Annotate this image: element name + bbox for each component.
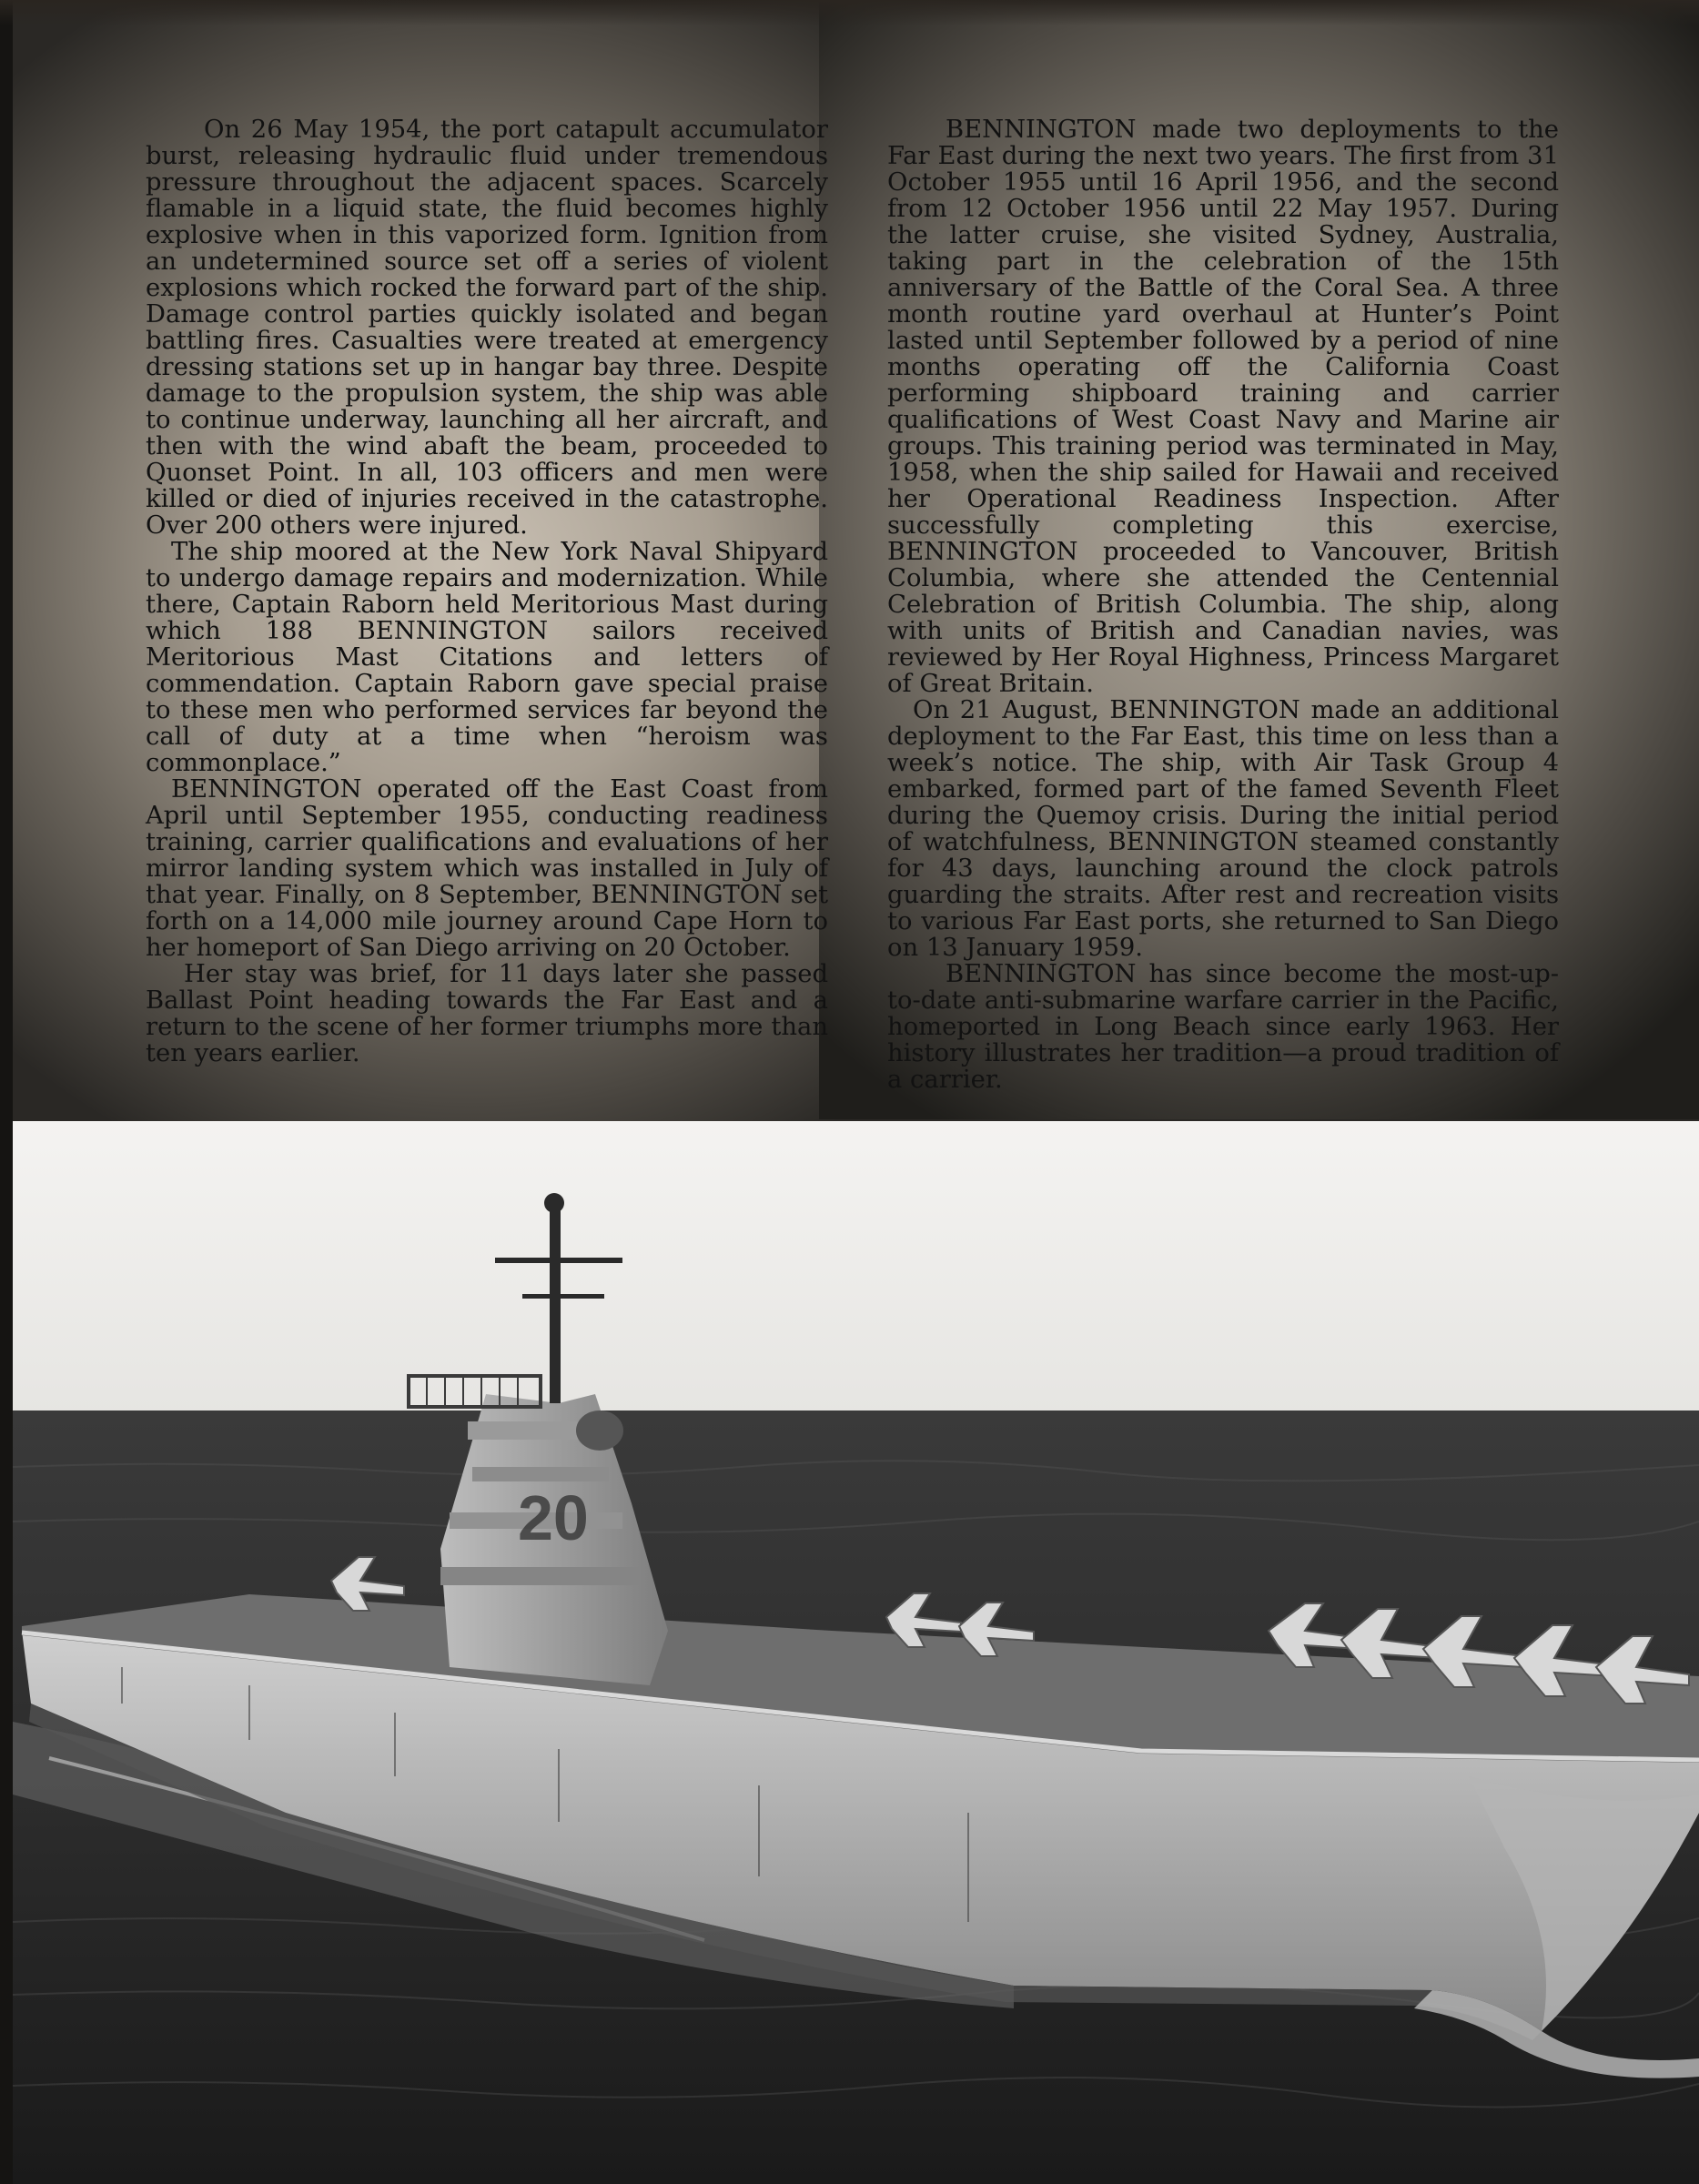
page-edge [0, 0, 13, 2184]
paragraph: BENNINGTON operated off the East Coast from April until September 1955, conducting readiness training, carrier qualifications and evaluations of her mirror landing system which was installed in July of that year. Finally, on 8 September, BENNINGTON set forth on a 14,000 mile journey around Cape Horn to her homeport of San Diego arriving on 20 October. [146, 775, 828, 962]
aircraft-carrier-photo [13, 1121, 1699, 2184]
paragraph: BENNINGTON has since become the most-up-to-date anti-submarine warfare carrier in the Pacific, homeported in Long Beach since early 1963. Her history illustrates her tradition—a proud tradition of a carrier. [887, 960, 1559, 1094]
paragraph: The ship moored at the New York Naval Shipyard to undergo damage repairs and modernization. While there, Captain Raborn held Meritorious Mast during which 188 BENNINGTON sailors received Meritorious Mast Citations and letters of commendation. Captain Raborn gave special praise to these men who performed services far beyond the call of duty at a time when “heroism was commonplace.” [146, 538, 828, 777]
right-text-column [887, 116, 1559, 1093]
sky [13, 1121, 1699, 1414]
mast [550, 1208, 561, 1403]
hull-number: 20 [518, 1482, 589, 1553]
page-top-edge [0, 0, 1699, 25]
paragraph: On 21 August, BENNINGTON made an additional deployment to the Far East, this time on less than a week’s notice. The ship, with Air Task Group 4 embarked, formed part of the famed Seventh Fleet during the Quemoy crisis. During the initial period of watchfulness, BENNINGTON steamed constantly for 43 days, launching around the clock patrols guarding the straits. After rest and recreation visits to various Far East ports, she returned to San Diego on 13 January 1959. [887, 696, 1559, 962]
paragraph: BENNINGTON made two deployments to the Far East during the next two years. The first from 31 October 1955 until 16 April 1956, and the second from 12 October 1956 until 22 May 1957. During the latter cruise, she visited Sydney, Australia, taking part in the celebration of the 15th anniversary of the Battle of the Coral Sea. A three month routine yard overhaul at Hunter’s Point lasted until September followed by a period of nine months operating off the California Coast performing shipboard training and carrier qualifications of West Coast Navy and Marine air groups. This training period was terminated in May, 1958, when the ship sailed for Hawaii and received her Operational Readiness Inspection. After successfully completing this exercise, BENNINGTON proceeded to Vancouver, British Columbia, where she attended the Centennial Celebration of British Columbia. The ship, along with units of British and Canadian navies, was reviewed by Her Royal Highness, Princess Margaret of Great Britain. [887, 116, 1559, 698]
radar-dish [576, 1410, 623, 1451]
paragraph: Her stay was brief, for 11 days later she passed Ballast Point heading towards the Far East and a return to the scene of her former triumphs more than ten years earlier. [146, 960, 828, 1067]
paragraph: On 26 May 1954, the port catapult accumulator burst, releasing hydraulic fluid under tremendous pressure throughout the adjacent spaces. Scarcely flamable in a liquid state, the fluid becomes highly explosive when in this vaporized form. Ignition from an undetermined source set off a series of violent explosions which rocked the forward part of the ship. Damage control parties quickly isolated and began battling fires. Casualties were treated at emergency dressing stations set up in hangar bay three. Despite damage to the propulsion system, the ship was able to continue underway, launching all her aircraft, and then with the wind abaft the beam, proceeded to Quonset Point. In all, 103 officers and men were killed or died of injuries received in the catastrophe. Over 200 others were injured. [146, 116, 828, 540]
left-text-column [146, 116, 828, 1067]
